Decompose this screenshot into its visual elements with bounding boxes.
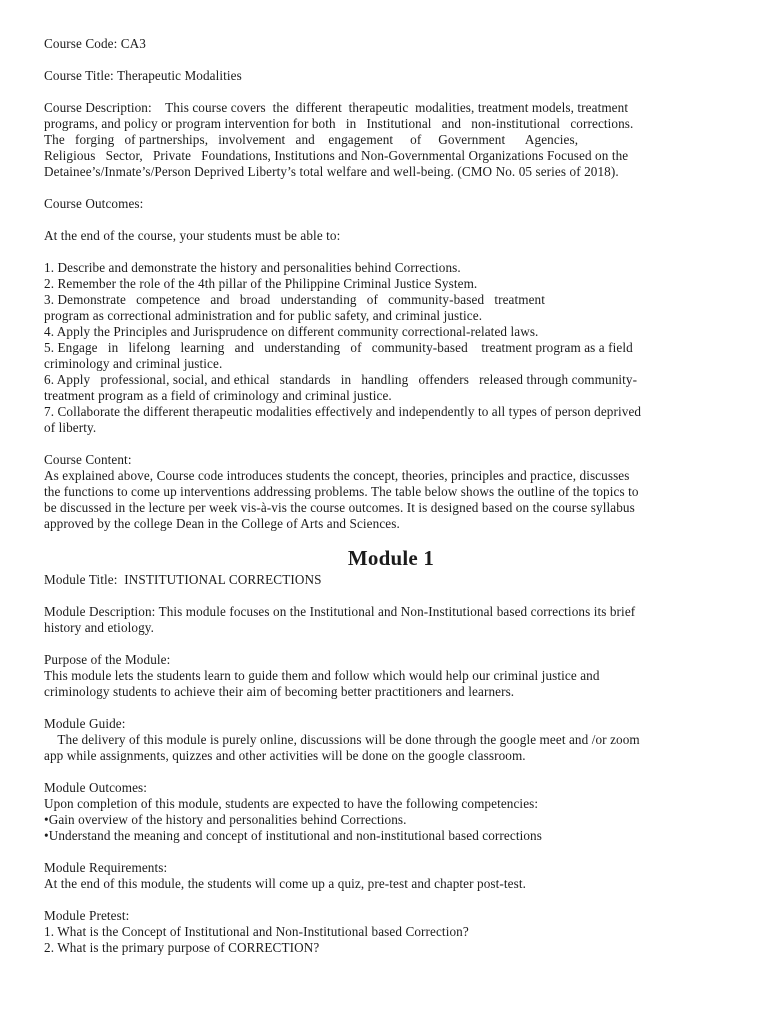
text-line: treatment program as a field of criminology and criminal justice. bbox=[44, 388, 392, 403]
text-line: Module Outcomes: bbox=[44, 780, 148, 795]
module-title bbox=[44, 572, 738, 588]
text-line: Module Description: This module focuses on the Institutional and Non-Institutional based corrections its brief bbox=[44, 604, 636, 619]
text-line: Course Content: bbox=[44, 452, 132, 467]
text-line: history and etiology. bbox=[44, 620, 155, 635]
text-line: approved by the college Dean in the College of Arts and Sciences. bbox=[44, 516, 400, 531]
course-content bbox=[44, 452, 738, 532]
course-outcomes-intro bbox=[44, 228, 738, 244]
text-line: •Understand the meaning and concept of institutional and non-institutional based corrections bbox=[44, 828, 542, 843]
text-line: Course Code: CA3 bbox=[44, 36, 146, 51]
module-heading bbox=[44, 546, 738, 570]
text-line: 1. What is the Concept of Institutional and Non-Institutional based Correction? bbox=[44, 924, 469, 939]
text-line: the functions to come up interventions addressing problems. The table below shows the outline of the topics to bbox=[44, 484, 639, 499]
module-guide bbox=[44, 716, 738, 764]
course-title bbox=[44, 68, 738, 84]
text-line: be discussed in the lecture per week vis-à-vis the course outcomes. It is designed based on the course syllabus bbox=[44, 500, 635, 515]
course-description bbox=[44, 100, 738, 180]
module-requirements bbox=[44, 860, 738, 892]
text-line: As explained above, Course code introduces students the concept, theories, principles and practice, discusses bbox=[44, 468, 630, 483]
module-pretest bbox=[44, 908, 738, 956]
text-line: Module Title: INSTITUTIONAL CORRECTIONS bbox=[44, 572, 322, 587]
course-outcomes-heading bbox=[44, 196, 738, 212]
text-line: app while assignments, quizzes and other activities will be done on the google classroom. bbox=[44, 748, 526, 763]
text-line: At the end of this module, the students will come up a quiz, pre-test and chapter post-test. bbox=[44, 876, 527, 891]
text-line: Course Title: Therapeutic Modalities bbox=[44, 68, 242, 83]
text-line: criminology and criminal justice. bbox=[44, 356, 223, 371]
text-line: Module Pretest: bbox=[44, 908, 130, 923]
text-line: 3. Demonstrate competence and broad understanding of community-based treatment bbox=[44, 292, 546, 307]
course-outcomes-list bbox=[44, 260, 738, 436]
module-description bbox=[44, 604, 738, 636]
text-line: Module Guide: bbox=[44, 716, 126, 731]
text-line: At the end of the course, your students must be able to: bbox=[44, 228, 341, 243]
text-line: •Gain overview of the history and personalities behind Corrections. bbox=[44, 812, 407, 827]
text-line: This module lets the students learn to guide them and follow which would help our criminal justice and bbox=[44, 668, 600, 683]
text-line: Course Outcomes: bbox=[44, 196, 144, 211]
text-line: Module Requirements: bbox=[44, 860, 168, 875]
text-line: Purpose of the Module: bbox=[44, 652, 171, 667]
module-purpose bbox=[44, 652, 738, 700]
module-outcomes bbox=[44, 780, 738, 844]
course-code bbox=[44, 36, 738, 52]
text-line: Religious Sector, Private Foundations, Institutions and Non-Governmental Organizations Focused on the bbox=[44, 148, 629, 163]
text-line: The forging of partnerships, involvement and engagement of Government Agencies, bbox=[44, 132, 579, 147]
text-line: criminology students to achieve their aim of becoming better practitioners and learners. bbox=[44, 684, 515, 699]
text-line: The delivery of this module is purely online, discussions will be done through the google meet and /or zoom bbox=[44, 732, 640, 747]
text-line: 1. Describe and demonstrate the history and personalities behind Corrections. bbox=[44, 260, 461, 275]
module-heading-text: Module 1 bbox=[347, 546, 435, 570]
text-line: 5. Engage in lifelong learning and understanding of community-based treatment program as a field bbox=[44, 340, 633, 355]
text-line: Upon completion of this module, students are expected to have the following competencies: bbox=[44, 796, 539, 811]
text-line: Course Description: This course covers the different therapeutic modalities, treatment models, treatment bbox=[44, 100, 629, 115]
text-line: 4. Apply the Principles and Jurisprudence on different community correctional-related laws. bbox=[44, 324, 539, 339]
text-line: Detainee’s/Inmate’s/Person Deprived Liberty’s total welfare and well-being. (CMO No. 05 series of 2018). bbox=[44, 164, 619, 179]
text-line: program as correctional administration and for public safety, and criminal justice. bbox=[44, 308, 483, 323]
text-line: programs, and policy or program intervention for both in Institutional and non-institutional corrections. bbox=[44, 116, 634, 131]
text-line: 2. What is the primary purpose of CORRECTION? bbox=[44, 940, 320, 955]
text-line: 7. Collaborate the different therapeutic modalities effectively and independently to all types of person deprived bbox=[44, 404, 642, 419]
text-line: of liberty. bbox=[44, 420, 97, 435]
text-line: 6. Apply professional, social, and ethical standards in handling offenders released through community- bbox=[44, 372, 638, 387]
text-line: 2. Remember the role of the 4th pillar of the Philippine Criminal Justice System. bbox=[44, 276, 478, 291]
